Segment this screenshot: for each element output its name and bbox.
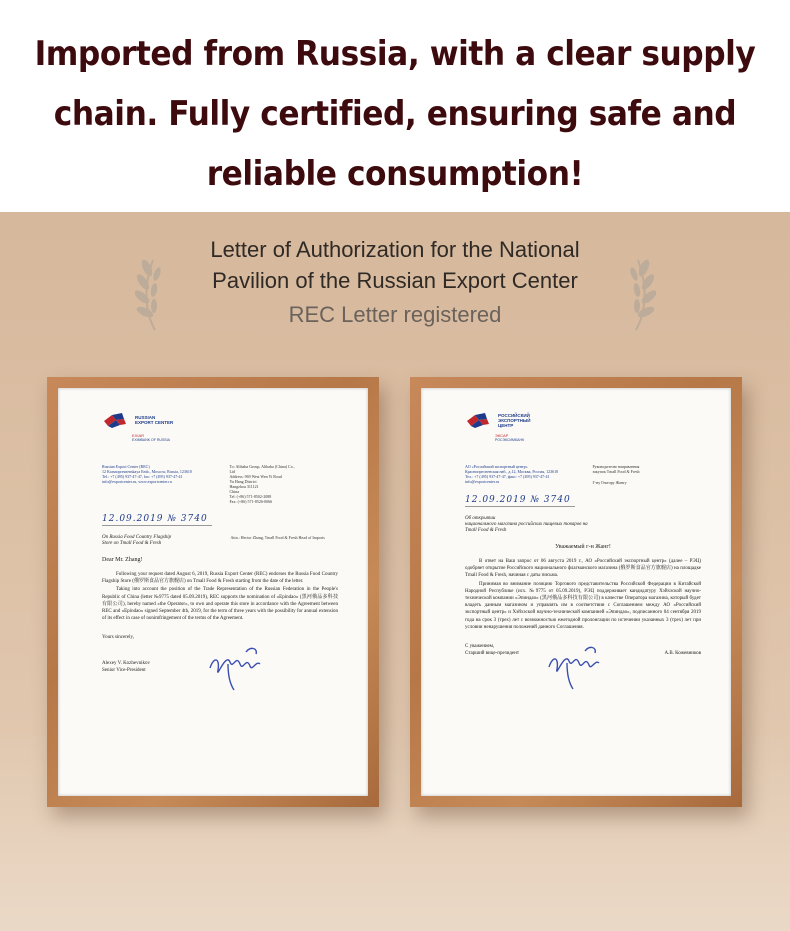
greeting: Уважаемый г-н Жанг! bbox=[555, 544, 611, 550]
greeting: Dear Mr. Zhang! bbox=[102, 557, 143, 563]
paragraph-1: В ответ на Ваш запрос от 06 августа 2019 г., АО «Российский экспортный центр» (далее – РЭЦ) одобряет открытие Российского национального флагманского магазина (俄罗斯食品官方旗舰店) на площадке Tmall Food & Fresh, начиная с даты письма. bbox=[465, 559, 701, 579]
logo-text: РОССИЙСКИЙ ЭКСПОРТНЫЙ ЦЕНТР bbox=[498, 412, 531, 428]
signer: Alexey V. Kozhevnikov Senior Vice-President bbox=[102, 661, 151, 674]
sublogo-2: EXIMBANK OF RUSSIA bbox=[132, 438, 170, 442]
sublogo-2: РОСЭКСИМБАНК bbox=[495, 438, 525, 442]
subject: Об открытии национального магазина российских пищевых товаров на Tmall Food & Fresh bbox=[465, 516, 588, 533]
english-letter bbox=[58, 388, 368, 796]
signer-name: А.В. Кожевников bbox=[664, 651, 701, 657]
recipient-address: Руководителю направления закупок Tmall Food & Fresh Г-ну Гектору Жангу bbox=[592, 464, 640, 485]
paragraph-2: Taking into account the position of the Trade Representation of the Russian Federation in the People's Republic of China (letter №9775 dated 05.09.2019), REC supports the nomination of «Epindao» (黑河俄品多科技有限公司), hereby named «the Operator», to own and operate this store in accordance with the Agreement between REC and «Epindao» signed September 4th, 2019, for the term of three years with the possibility for annual extension of its effect in case of nonimfringement of the terms of the Agreement. bbox=[102, 587, 338, 622]
sublogo: EXIAR bbox=[132, 433, 145, 438]
subject: On Russia Food Country Flagship Store on Tmall Food & Fresh bbox=[102, 535, 172, 546]
headline-line-1: Imported from Russia, with a clear supply bbox=[34, 34, 756, 74]
closing: Yours sincerely, bbox=[102, 635, 134, 641]
letter-body bbox=[465, 558, 701, 631]
frame-english-letter bbox=[47, 377, 379, 807]
certificate-scene bbox=[0, 212, 790, 931]
letter-body bbox=[102, 571, 338, 622]
reference-underline bbox=[465, 506, 575, 507]
signature-icon bbox=[545, 637, 615, 692]
headline-banner bbox=[0, 0, 790, 212]
logo-text: RUSSIAN EXPORT CENTER bbox=[135, 415, 174, 425]
caption-line-1: Letter of Authorization for the National bbox=[210, 237, 580, 262]
subject-row bbox=[102, 526, 338, 547]
caption-subtitle: REC Letter registered bbox=[288, 302, 502, 327]
rec-logo-icon bbox=[102, 411, 132, 429]
sender-address: АО «Российский экспортный центр» Краснопресненская наб., д.12, Москва, Россия, 123610 Тел.: +7 (495) 937-47-47, факс: +7 (495) 937-47-41 info@exportcenter.ru bbox=[465, 464, 559, 484]
sender-address: Russian Export Center (REC) 12 Krasnopresnenskaya Emb., Moscow, Russia, 123610 Tel.: +7 (495) 937-47-47, fax: +7 (495) 937-47-41 info@exportcenter.ru, www.exportcenter.ru bbox=[102, 464, 192, 484]
recipient-address: To: Alibaba Group, Alibaba (China) Co., Ltd Address: 969 West Wen Yi Road Yu Hang District Hangzhou 311121 China Tel: (+86) 571-8502-2088 Fax: (+86) 571-8526-0066 bbox=[229, 464, 295, 504]
frame-russian-letter bbox=[410, 377, 742, 807]
russian-letter bbox=[421, 388, 731, 796]
letter-paper bbox=[421, 388, 731, 796]
paragraph-2: Принимая во внимание позицию Торгового представительства Российской Федерации в Китайской Народной Республике (исх. №9775 от 05.09.2019), РЭЦ поддерживает кандидатуру Хэйхэской научно-технической компании «Эпиндао» (黑河俄品多科技有限公司) в качестве Оператора магазина, который будет владеть данным магазином и управлять им в соответствии с Соглашением между АО «Российский экспортный центр» и Хэйхэской научно-технической компанией «Эпиндао», подписанного 04 сентября 2019 года на срок 3 (трех) лет с возможностью ежегодной пролонгации по истечении указанных 3 (трех) лет при условии ненарушения положений данного Соглашения. bbox=[465, 581, 701, 630]
reference-number: 12.09.2019 № 3740 bbox=[465, 495, 571, 505]
address-row bbox=[102, 464, 338, 504]
headline-line-3: reliable consumption! bbox=[206, 154, 584, 194]
paragraph-1: Following your request dated August 6, 2019, Russia Export Center (REC) endorses the Russia Food Country Flagship Store (俄罗斯食品官方旗舰店) on Tmall Food & Fresh starting from the date of the letter. bbox=[102, 572, 338, 585]
signature-block bbox=[102, 634, 338, 694]
signature-block bbox=[465, 643, 701, 703]
letter-paper bbox=[58, 388, 368, 796]
caption-line-2: Pavilion of the Russian Export Center bbox=[212, 268, 578, 293]
letterhead bbox=[102, 410, 338, 430]
attention: Attn.: Hector Zhang, Tmall Food & Fresh Head of Imports bbox=[230, 535, 325, 540]
reference-number: 12.09.2019 № 3740 bbox=[102, 514, 208, 524]
headline-line-2: chain. Fully certified, ensuring safe and bbox=[53, 94, 737, 134]
signature-icon bbox=[206, 638, 276, 693]
caption bbox=[0, 234, 790, 332]
signer-title: Старший вице-президент bbox=[465, 651, 520, 657]
address-row bbox=[465, 464, 701, 485]
closing: С уважением, bbox=[465, 644, 495, 650]
rec-logo-icon bbox=[465, 411, 495, 429]
letterhead bbox=[465, 410, 701, 430]
sublogo: ЭКСАР bbox=[495, 433, 509, 438]
